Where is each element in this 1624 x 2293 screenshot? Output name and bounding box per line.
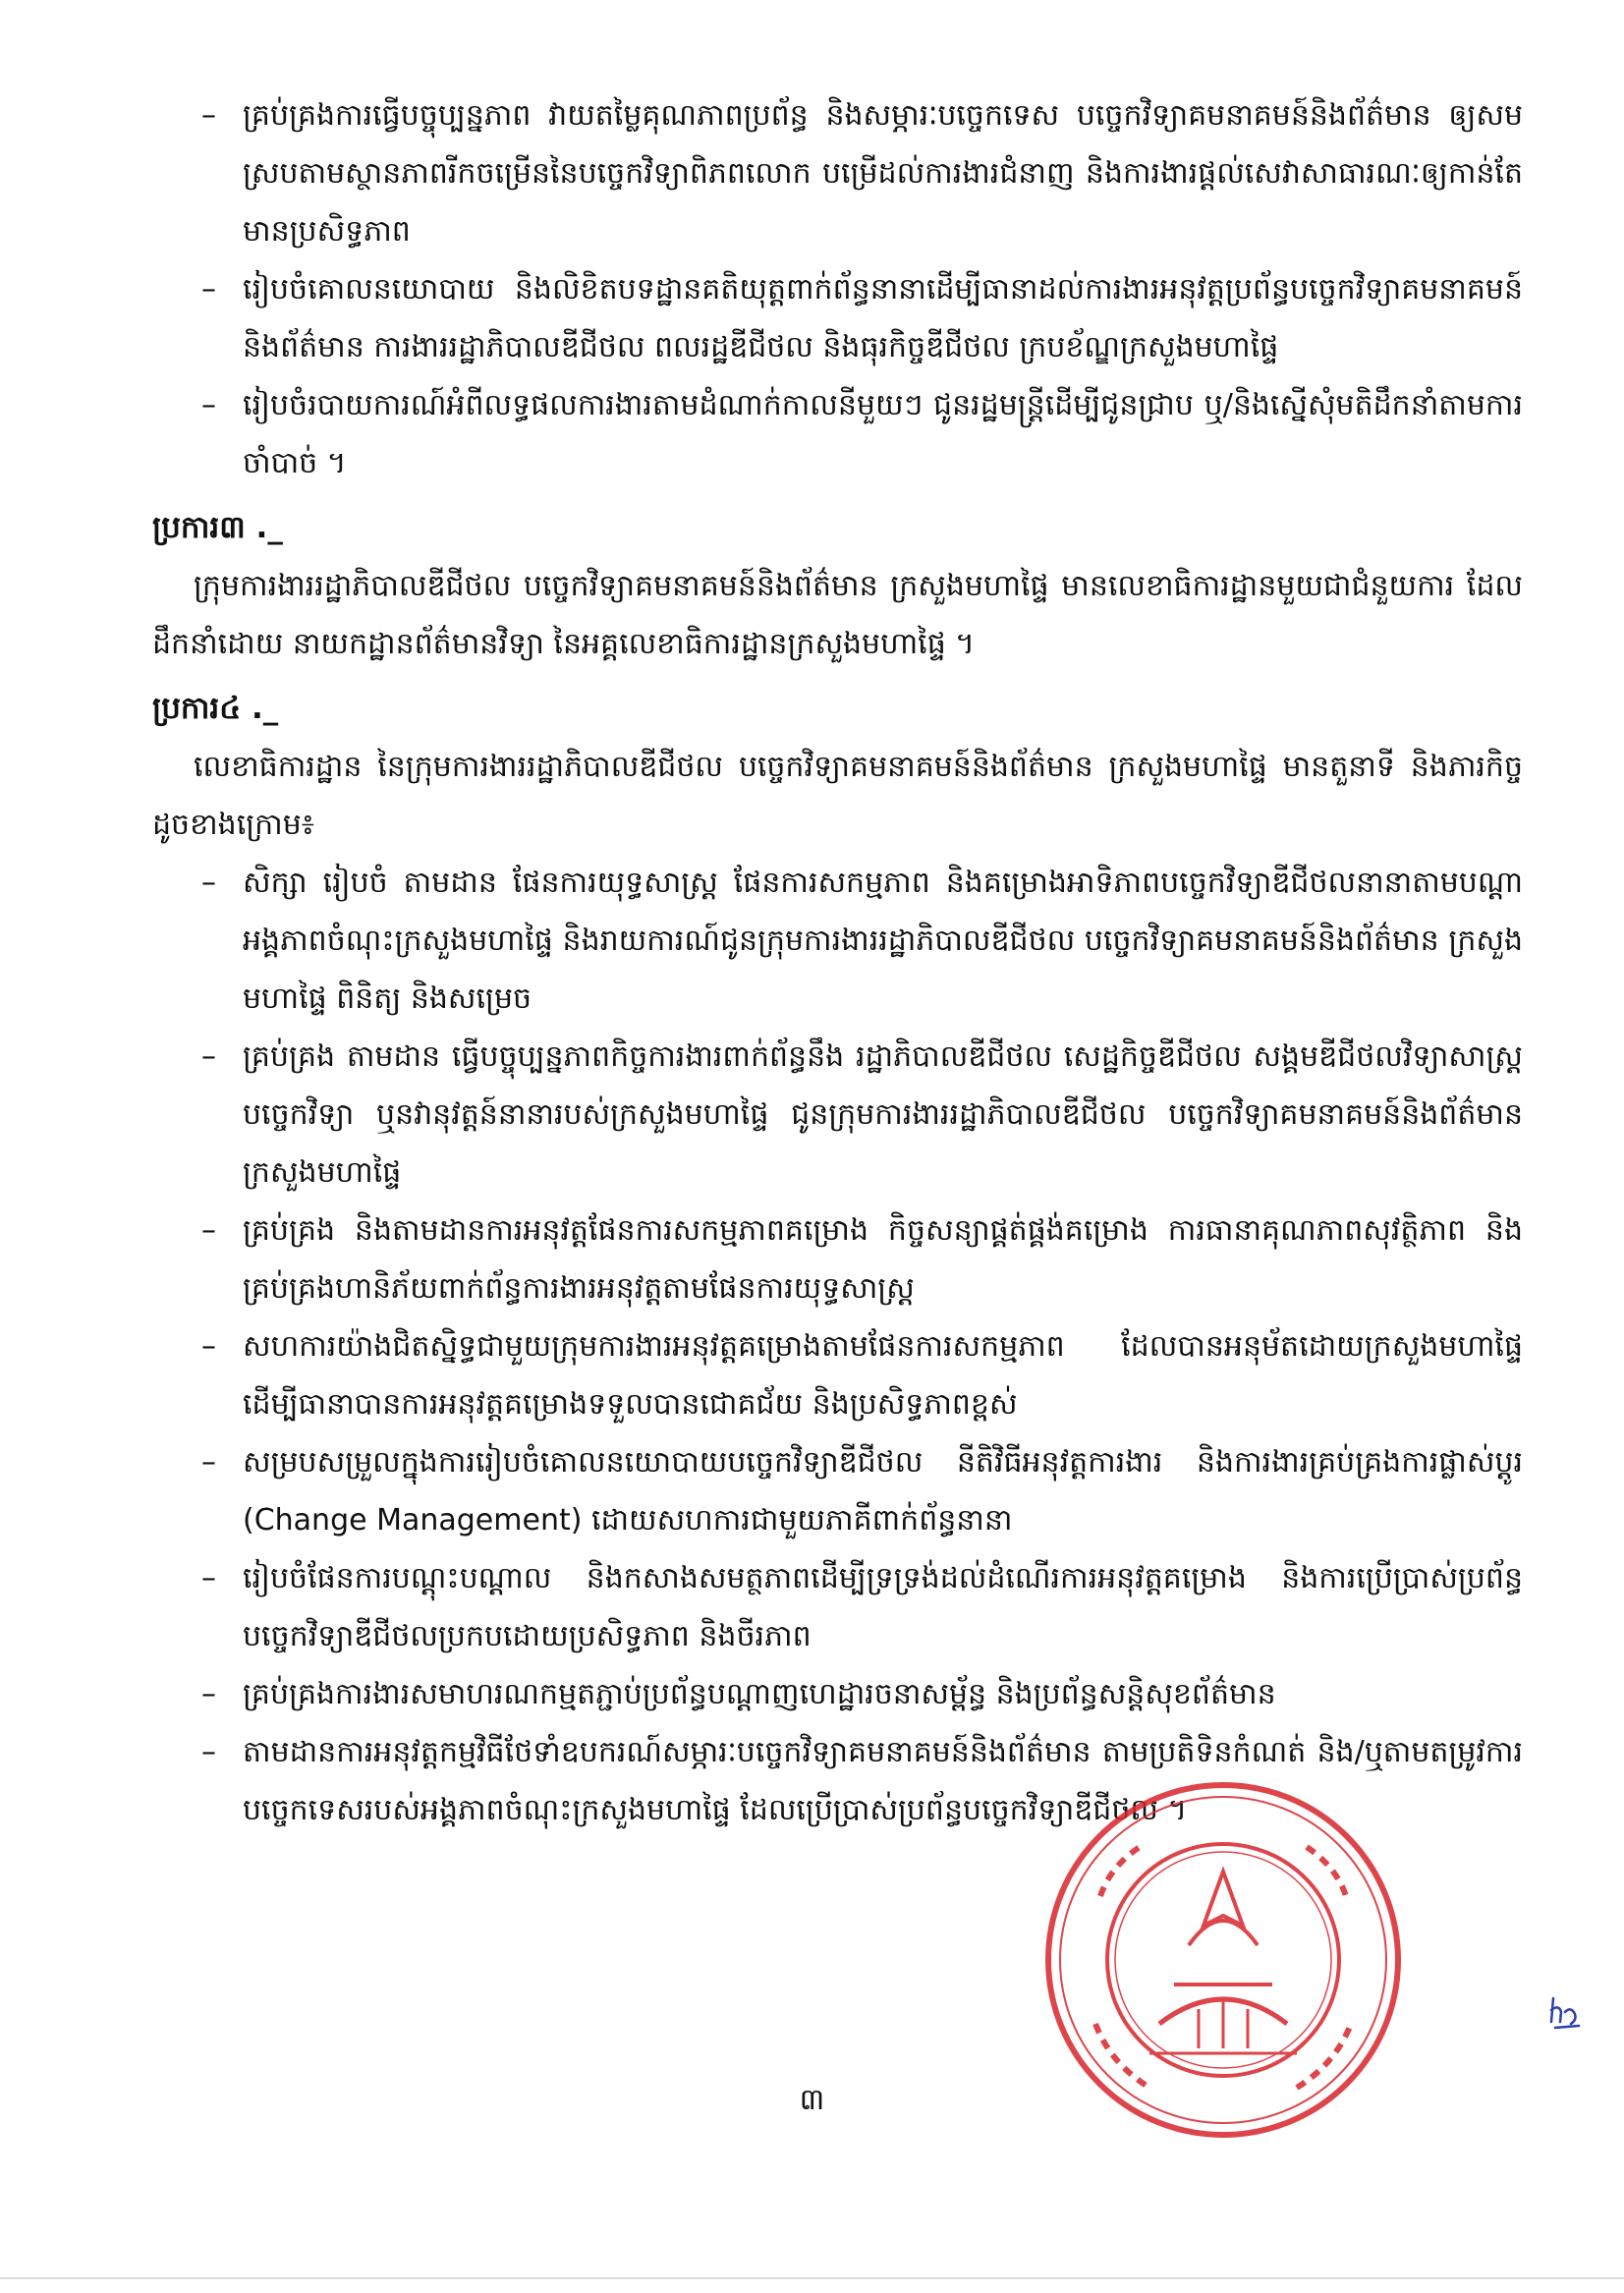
list-item	[201, 376, 1523, 492]
list-item	[201, 86, 1523, 260]
list-item-text: សហការយ៉ាងជិតស្និទ្ធជាមួយក្រុមការងារអនុវត្តគម្រោងតាមផែនការសកម្មភាព ដែលបានអនុម័តដោយក្រសួងមហាផ្ទៃ ដើម្បីធានាបានការអនុវត្តគម្រោងទទួលបានជោគជ័យ និងប្រសិទ្ធភាពខ្ពស់	[243, 1329, 1523, 1422]
list-dash: –	[201, 866, 216, 900]
article-4-heading: ប្រការ៤ ._	[152, 691, 279, 726]
list-dash: –	[201, 1329, 216, 1364]
article-3-heading: ប្រការ៣ ._	[152, 510, 283, 545]
list-item-text: រៀបចំគោលនយោបាយ និងលិខិតបទដ្ឋានគតិយុត្តពាក់ព័ន្ធនានាដើម្បីធានាដល់ការងារអនុវត្តប្រព័ន្ធបច្ចេកវិទ្យាគមនាគមន៍និងព័ត៌មាន ការងាររដ្ឋាភិបាលឌីជីថល ពលរដ្ឋឌីជីថល និងធុរកិច្ចឌីជីថល ក្របខ័ណ្ឌក្រសួងមហាផ្ទៃ	[243, 272, 1523, 364]
list-item	[201, 1665, 1523, 1723]
list-item-text: រៀបចំផែនការបណ្តុះបណ្តាល និងកសាងសមត្ថភាពដើម្បីទ្រទ្រង់ដល់ដំណើរការអនុវត្តគម្រោង និងការប្រើប្រាស់ប្រព័ន្ធបច្ចេកវិទ្យាឌីជីថលប្រកបដោយប្រសិទ្ធភាព និងចីរភាព	[243, 1561, 1523, 1653]
handwritten-initials-icon	[1545, 1992, 1585, 2032]
list-item	[201, 854, 1523, 1028]
list-item	[201, 1433, 1523, 1549]
list-item-text: គ្រប់គ្រងការធ្វើបច្ចុប្បន្នភាព វាយតម្លៃគុណភាពប្រព័ន្ធ និងសម្ភារៈបច្ចេកទេស បច្ចេកវិទ្យាគមនាគមន៍និងព័ត៌មាន ឲ្យសមស្របតាមស្ថានភាពរីកចម្រើននៃបច្ចេកវិទ្យាពិភពលោក បម្រើដល់ការងារជំនាញ និងការងារផ្តល់សេវាសាធារណៈឲ្យកាន់តែមានប្រសិទ្ធភាព	[243, 98, 1523, 249]
list-item-text: គ្រប់គ្រង និងតាមដានការអនុវត្តផែនការសកម្មភាពគម្រោង កិច្ចសន្យាផ្គត់ផ្គង់គម្រោង ការធានាគុណភាពសុវត្ថិភាព និងគ្រប់គ្រងហានិភ័យពាក់ព័ន្ធការងារអនុវត្តតាមផែនការយុទ្ធសាស្ត្រ	[243, 1213, 1523, 1306]
list-dash: –	[201, 1735, 216, 1769]
article-4-intro: លេខាធិការដ្ឋាន នៃក្រុមការងាររដ្ឋាភិបាលឌីជីថល បច្ចេកវិទ្យាគមនាគមន៍និងព័ត៌មាន ក្រសួងមហាផ្ទៃ មានតួនាទី និងភារកិច្ចដូចខាងក្រោម៖	[152, 750, 1523, 842]
list-item	[201, 260, 1523, 376]
list-dash: –	[201, 1445, 216, 1480]
document-body	[152, 86, 1523, 1839]
official-seal-icon	[1041, 1778, 1405, 2142]
list-item-text: រៀបចំរបាយការណ៍អំពីលទ្ធផលការងារតាមដំណាក់កាលនីមួយៗ ជូនរដ្ឋមន្ត្រីដើម្បីជូនជ្រាប ឬ/និងស្នើសុំមតិដឹកនាំតាមការចាំបាច់ ។	[243, 388, 1523, 480]
list-item-text: សិក្សា រៀបចំ តាមដាន ផែនការយុទ្ធសាស្ត្រ ផែនការសកម្មភាព និងគម្រោងអាទិភាពបច្ចេកវិទ្យាឌីជីថលនានាតាមបណ្តាអង្គភាពចំណុះក្រសួងមហាផ្ទៃ និងរាយការណ៍ជូនក្រុមការងាររដ្ឋាភិបាលឌីជីថល បច្ចេកវិទ្យាគមនាគមន៍និងព័ត៌មាន ក្រសួងមហាផ្ទៃ ពិនិត្យ និងសម្រេច	[243, 866, 1523, 1016]
list-dash: –	[201, 1677, 216, 1711]
list-dash: –	[201, 98, 216, 133]
list-item-text: សម្របសម្រួលក្នុងការរៀបចំគោលនយោបាយបច្ចេកវិទ្យាឌីជីថល នីតិវិធីអនុវត្តការងារ និងការងារគ្រប់គ្រងការផ្លាស់ប្តូរ (Change Management) ដោយសហការជាមួយភាគីពាក់ព័ន្ធនានា	[243, 1445, 1523, 1538]
list-item	[201, 1549, 1523, 1665]
list-item-text: គ្រប់គ្រងការងារសមាហរណកម្មតភ្ជាប់ប្រព័ន្ធបណ្តាញហេដ្ឋារចនាសម្ព័ន្ធ និងប្រព័ន្ធសន្តិសុខព័ត៌មាន	[243, 1677, 1276, 1711]
list-dash: –	[201, 1213, 216, 1248]
list-item	[201, 1202, 1523, 1317]
list-item	[201, 1317, 1523, 1433]
article-3-text: ក្រុមការងាររដ្ឋាភិបាលឌីជីថល បច្ចេកវិទ្យាគមនាគមន៍និងព័ត៌មាន ក្រសួងមហាផ្ទៃ មានលេខាធិការដ្ឋានមួយជាជំនួយការ ដែលដឹកនាំដោយ នាយកដ្ឋានព័ត៌មានវិទ្យា នៃអគ្គលេខាធិការដ្ឋានក្រសួងមហាផ្ទៃ ។	[152, 569, 1523, 661]
list-item	[201, 1028, 1523, 1202]
list-item-text: តាមដានការអនុវត្តកម្មវិធីថែទាំឧបករណ៍សម្ភារៈបច្ចេកវិទ្យាគមនាគមន៍និងព័ត៌មាន តាមប្រតិទិនកំណត់ និង/ឬតាមតម្រូវការបច្ចេកទេសរបស់អង្គភាពចំណុះក្រសួងមហាផ្ទៃ ដែលប្រើប្រាស់ប្រព័ន្ធបច្ចេកវិទ្យាឌីជីថល ។	[243, 1735, 1523, 1827]
list-dash: –	[201, 1561, 216, 1595]
list-dash: –	[201, 1039, 216, 1074]
list-dash: –	[201, 272, 216, 307]
page-number: ៣	[799, 2083, 825, 2117]
list-item-text: គ្រប់គ្រង តាមដាន ធ្វើបច្ចុប្បន្នភាពកិច្ចការងារពាក់ព័ន្ធនឹង រដ្ឋាភិបាលឌីជីថល សេដ្ឋកិច្ចឌីជីថល សង្គមឌីជីថលវិទ្យាសាស្ត្រ បច្ចេកវិទ្យា ឬនវានុវត្តន៍នានារបស់ក្រសួងមហាផ្ទៃ ជូនក្រុមការងាររដ្ឋាភិបាលឌីជីថល បច្ចេកវិទ្យាគមនាគមន៍និងព័ត៌មាន ក្រសួងមហាផ្ទៃ	[243, 1039, 1523, 1190]
scan-edge	[0, 2277, 1624, 2279]
list-dash: –	[201, 388, 216, 422]
